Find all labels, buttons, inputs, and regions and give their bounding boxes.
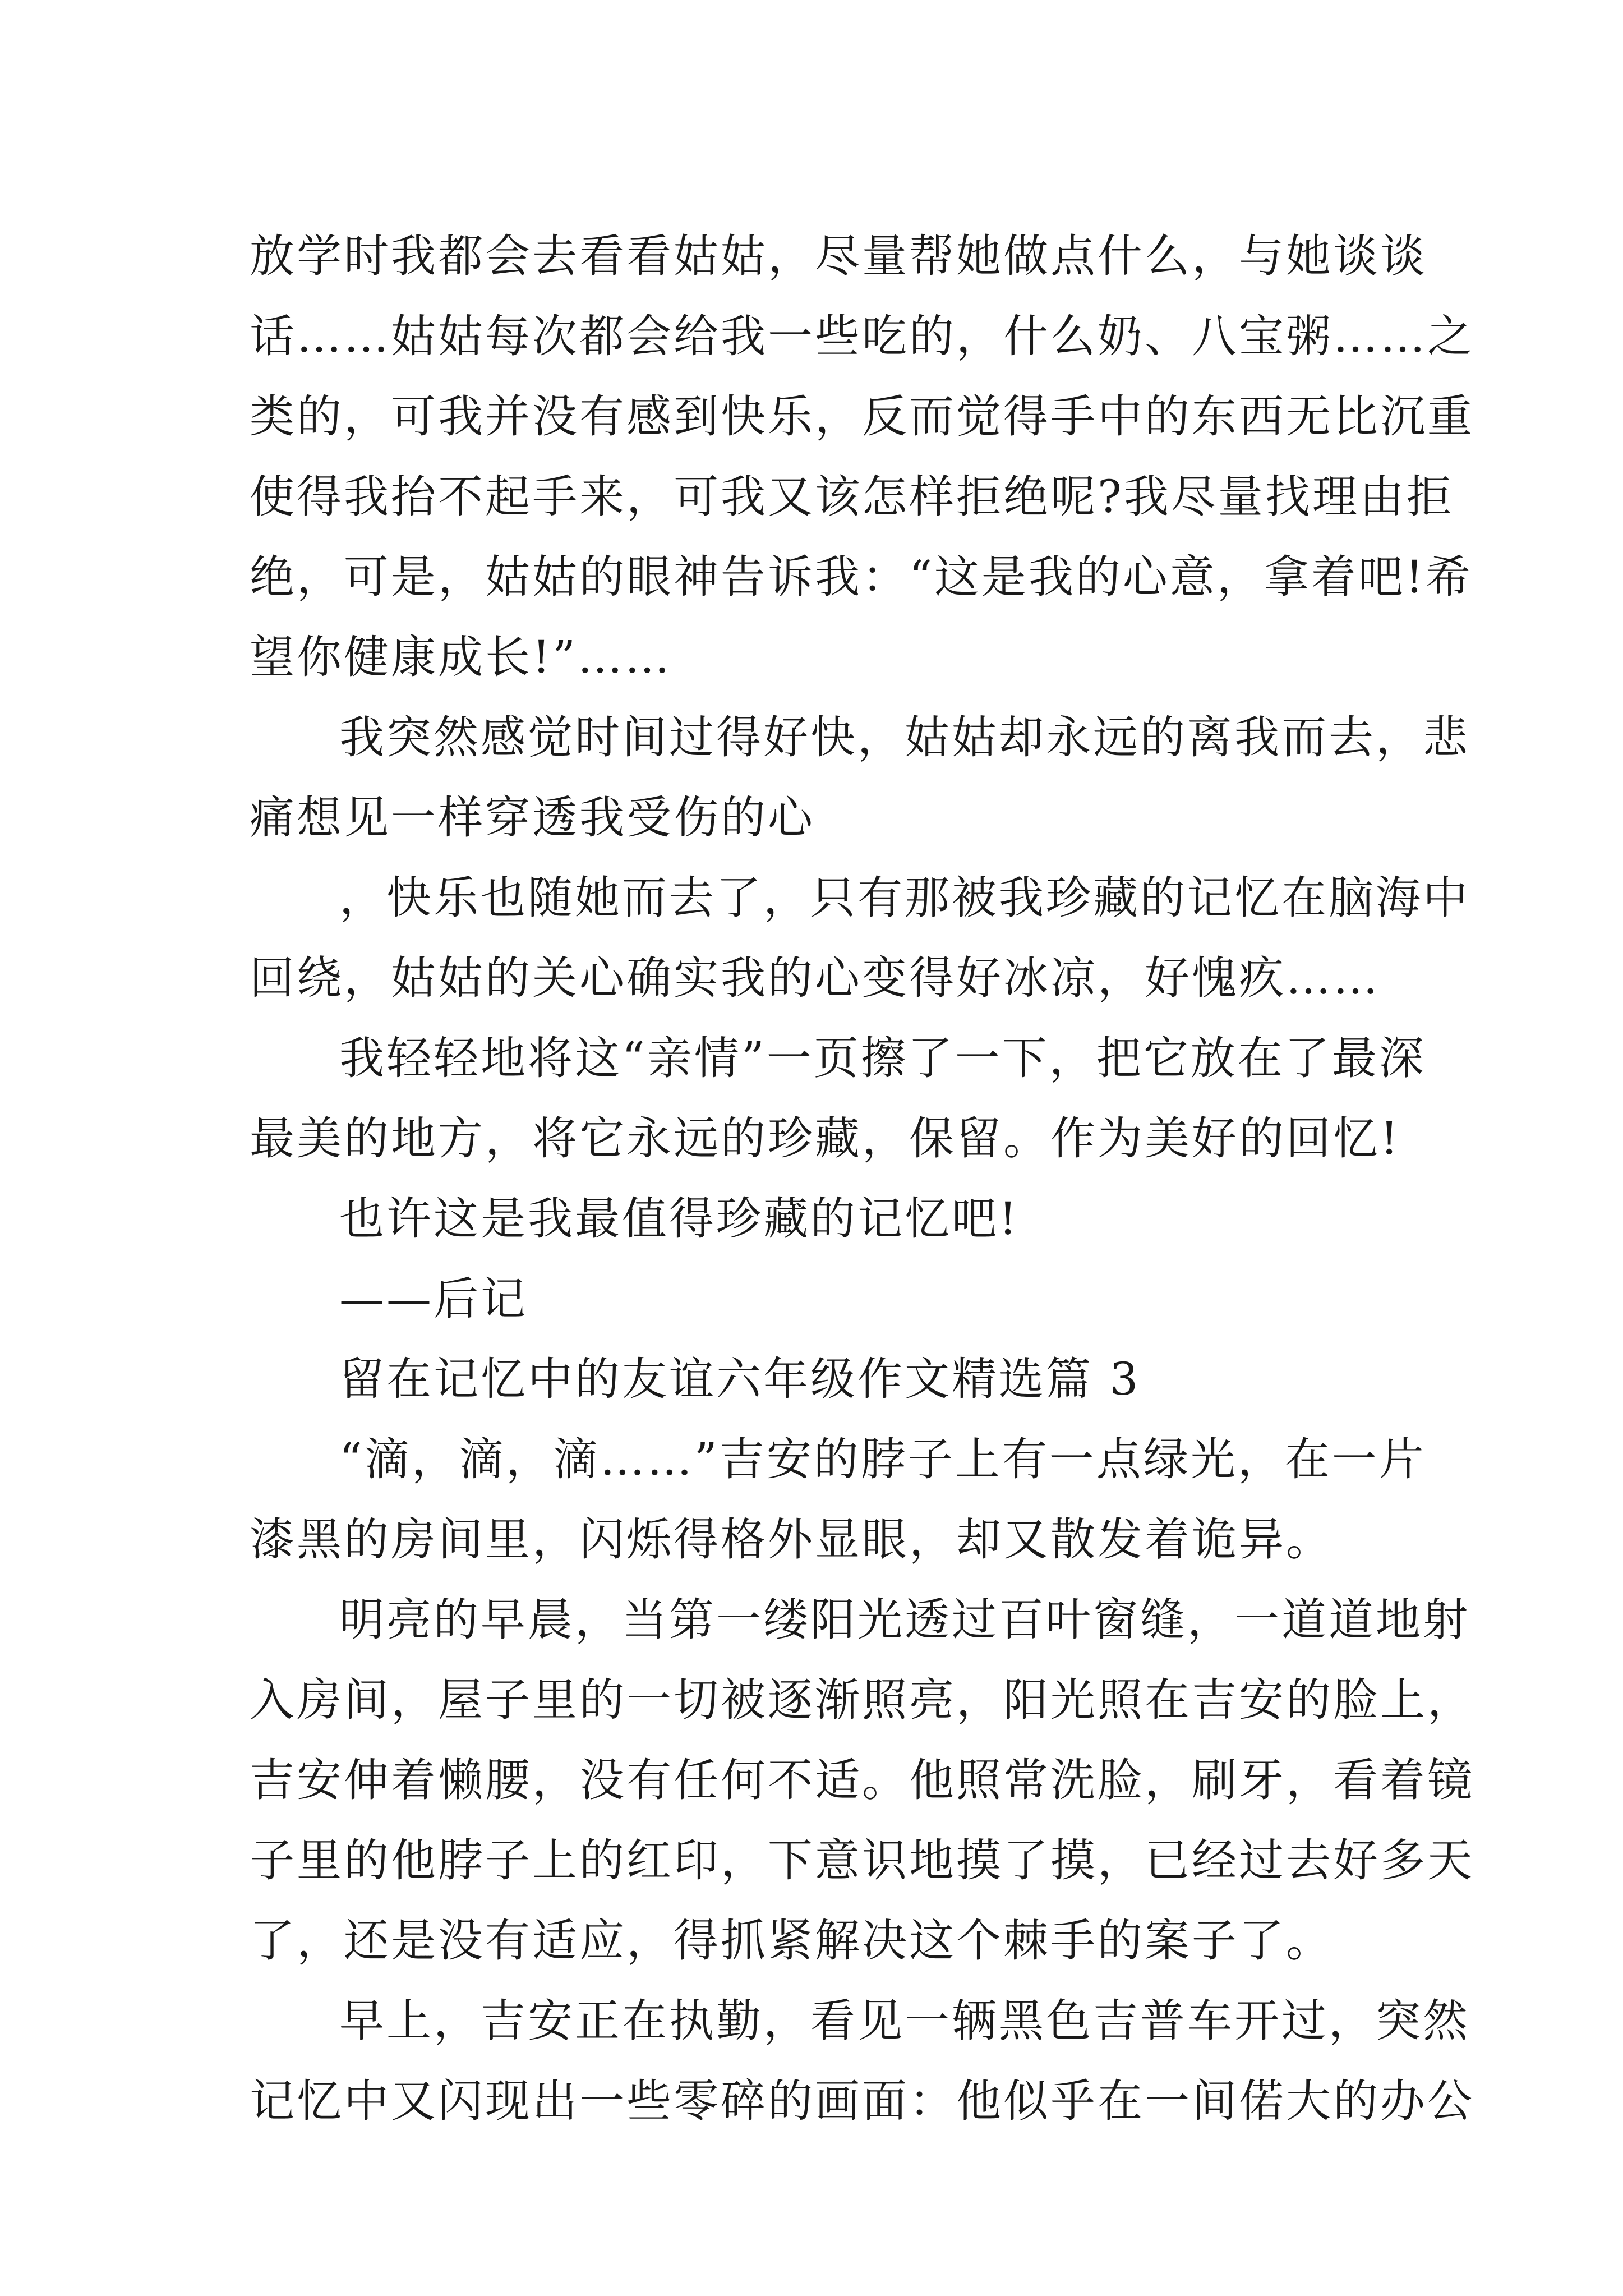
text-line: 话……姑姑每次都会给我一些吃的，什么奶、八宝粥……之 — [250, 310, 1474, 362]
text-line: “滴，滴，滴……”吉安的脖子上有一点绿光，在一片 — [339, 1433, 1426, 1485]
text-line: 早上，吉安正在执勤，看见一辆黑色吉普车开过，突然 — [339, 1995, 1470, 2047]
text-line: 绝，可是，姑姑的眼神告诉我：“这是我的心意，拿着吧!希 — [250, 551, 1473, 603]
text-line: ，快乐也随她而去了，只有那被我珍藏的记忆在脑海中 — [339, 872, 1470, 924]
text-line: 望你健康成长!”…… — [250, 631, 672, 683]
text-line: 我轻轻地将这“亲情”一页擦了一下，把它放在了最深 — [339, 1032, 1426, 1084]
text-line: 记忆中又闪现出一些零碎的画面：他似乎在一间偌大的办公 — [250, 2075, 1474, 2127]
text-line: 痛想见一样穿透我受伤的心 — [250, 792, 815, 844]
text-line: 明亮的早晨，当第一缕阳光透过百叶窗缝，一道道地射 — [339, 1594, 1470, 1646]
text-line: 我突然感觉时间过得好快，姑姑却永远的离我而去，悲 — [339, 711, 1470, 763]
text-line: ——后记 — [339, 1273, 528, 1325]
text-line: 放学时我都会去看看姑姑，尽量帮她做点什么，与她谈谈 — [250, 230, 1427, 282]
section-heading: 留在记忆中的友谊六年级作文精选篇 3 — [339, 1353, 1141, 1405]
text-line: 吉安伸着懒腰，没有任何不适。他照常洗脸，刷牙，看着镜 — [250, 1754, 1474, 1806]
text-line: 了，还是没有适应，得抓紧解决这个棘手的案子了。 — [250, 1915, 1333, 1967]
text-line: 入房间，屋子里的一切被逐渐照亮，阳光照在吉安的脸上， — [250, 1674, 1474, 1726]
text-line: 类的，可我并没有感到快乐，反而觉得手中的东西无比沉重 — [250, 390, 1474, 443]
text-line: 最美的地方，将它永远的珍藏，保留。作为美好的回忆! — [250, 1112, 1401, 1165]
text-line: 回绕，姑姑的关心确实我的心变得好冰凉，好愧疚…… — [250, 952, 1380, 1004]
text-line: 使得我抬不起手来，可我又该怎样拒绝呢?我尽量找理由拒 — [250, 471, 1454, 523]
text-line: 子里的他脖子上的红印，下意识地摸了摸，已经过去好多天 — [250, 1834, 1474, 1887]
text-line: 也许这是我最值得珍藏的记忆吧! — [339, 1193, 1020, 1245]
article-body — [250, 216, 1474, 2141]
text-line: 漆黑的房间里，闪烁得格外显眼，却又散发着诡异。 — [250, 1513, 1333, 1566]
